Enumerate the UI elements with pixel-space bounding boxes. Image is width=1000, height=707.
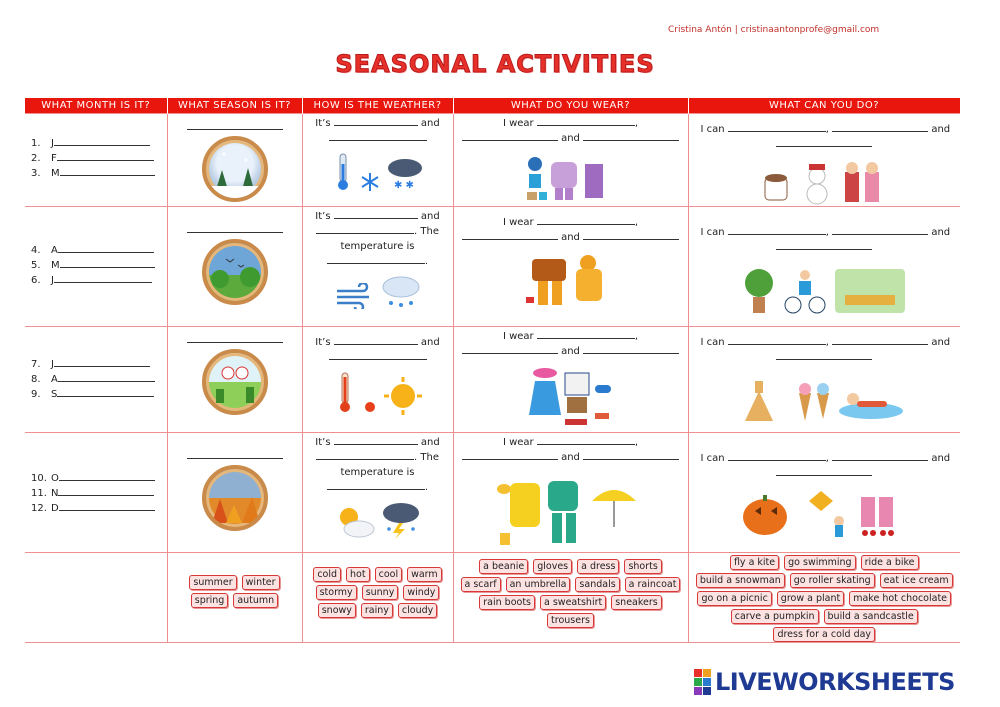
weather-blank[interactable] xyxy=(334,209,418,219)
month-cell: 7. J 8. A 9. S xyxy=(25,326,167,432)
word-bank-row xyxy=(25,552,960,642)
weather-cell: It’s and . The temperature is . xyxy=(302,432,453,552)
clothes-word-bank xyxy=(453,552,688,642)
word-chip[interactable]: go swimming xyxy=(784,555,855,570)
header-wear: WHAT DO YOU WEAR? xyxy=(453,98,688,113)
activities-word-bank xyxy=(688,552,960,642)
word-chip[interactable]: sunny xyxy=(362,585,399,600)
month-blank[interactable] xyxy=(57,151,154,161)
month-blank[interactable] xyxy=(59,471,155,481)
snow-cloud-icon xyxy=(386,156,424,192)
empty-cell xyxy=(25,552,167,642)
weather-blank[interactable] xyxy=(334,116,418,126)
wear-cell: I wear , and xyxy=(453,206,688,326)
can-blank[interactable] xyxy=(832,335,928,345)
wear-blank[interactable] xyxy=(462,450,558,460)
month-blank[interactable] xyxy=(54,357,150,367)
weather-blank[interactable] xyxy=(316,224,414,234)
wear-blank[interactable] xyxy=(537,329,635,339)
word-chip[interactable]: a dress xyxy=(577,559,619,574)
word-chip[interactable]: cloudy xyxy=(398,603,437,618)
header-row xyxy=(25,98,960,113)
word-chip[interactable]: go on a picnic xyxy=(697,591,771,606)
word-chip[interactable]: hot xyxy=(346,567,370,582)
page-title: SEASONAL ACTIVITIES xyxy=(335,50,655,78)
wear-blank[interactable] xyxy=(583,131,679,141)
word-chip[interactable]: summer xyxy=(189,575,236,590)
wear-blank[interactable] xyxy=(462,131,558,141)
weather-blank[interactable] xyxy=(329,131,427,141)
word-chip[interactable]: sandals xyxy=(575,577,619,592)
word-chip[interactable]: a sweatshirt xyxy=(540,595,606,610)
month-blank[interactable] xyxy=(60,258,155,268)
sun-cloud-icon xyxy=(335,505,375,539)
month-blank[interactable] xyxy=(58,372,155,382)
word-chip[interactable]: carve a pumpkin xyxy=(731,609,819,624)
season-cell xyxy=(167,113,302,206)
worksheet-table xyxy=(25,98,961,643)
season-blank[interactable] xyxy=(187,451,283,459)
season-cell xyxy=(167,206,302,326)
weather-cell: It’s and ✱ ✱ xyxy=(302,113,453,206)
header-weather: HOW IS THE WEATHER? xyxy=(302,98,453,113)
season-blank[interactable] xyxy=(187,225,283,233)
sun-small-icon xyxy=(362,399,378,415)
summer-scene-icon xyxy=(202,349,268,415)
word-chip[interactable]: build a snowman xyxy=(696,573,785,588)
summer-activities-icon xyxy=(689,371,961,425)
winter-clothes-icon xyxy=(454,152,688,202)
table-row xyxy=(25,206,960,326)
season-cell xyxy=(167,326,302,432)
svg-text:✱ ✱: ✱ ✱ xyxy=(393,179,414,191)
word-chip[interactable]: gloves xyxy=(533,559,572,574)
thermometer-cold-icon xyxy=(332,152,354,192)
weather-blank[interactable] xyxy=(327,480,425,490)
can-blank[interactable] xyxy=(832,122,928,132)
month-cell: 10. O 11. N 12. D xyxy=(25,432,167,552)
word-chip[interactable]: dress for a cold day xyxy=(773,627,875,642)
word-chip[interactable]: autumn xyxy=(233,593,278,608)
month-blank[interactable] xyxy=(54,273,152,283)
thermometer-hot-icon xyxy=(334,371,356,415)
weather-blank[interactable] xyxy=(334,335,418,345)
month-blank[interactable] xyxy=(58,486,154,496)
word-chip[interactable]: warm xyxy=(407,567,442,582)
word-chip[interactable]: cold xyxy=(313,567,341,582)
wear-blank[interactable] xyxy=(583,450,679,460)
word-chip[interactable]: rainy xyxy=(361,603,393,618)
can-cell: I can , and xyxy=(688,206,960,326)
season-word-bank xyxy=(167,552,302,642)
word-chip[interactable]: trousers xyxy=(547,613,594,628)
word-chip[interactable]: shorts xyxy=(624,559,661,574)
month-cell: 4. A 5. M 6. J xyxy=(25,206,167,326)
header-month: WHAT MONTH IS IT? xyxy=(25,98,167,113)
month-blank[interactable] xyxy=(57,387,154,397)
weather-word-bank xyxy=(302,552,453,642)
spring-activities-icon xyxy=(689,261,961,317)
header-season: WHAT SEASON IS IT? xyxy=(167,98,302,113)
word-chip[interactable]: a raincoat xyxy=(625,577,681,592)
weather-blank[interactable] xyxy=(316,450,414,460)
wear-cell: I wear , and xyxy=(453,432,688,552)
month-cell: 1. J 2. F 3. M xyxy=(25,113,167,206)
can-cell: I can , and xyxy=(688,113,960,206)
word-chip[interactable]: go roller skating xyxy=(790,573,875,588)
wear-blank[interactable] xyxy=(583,230,679,240)
word-chip[interactable]: rain boots xyxy=(479,595,535,610)
can-blank[interactable] xyxy=(776,466,872,476)
month-blank[interactable] xyxy=(60,166,155,176)
month-blank[interactable] xyxy=(58,243,154,253)
month-blank[interactable] xyxy=(54,136,150,146)
autumn-activities-icon xyxy=(689,487,961,539)
wear-blank[interactable] xyxy=(537,215,635,225)
can-blank[interactable] xyxy=(728,451,826,461)
word-chip[interactable]: cool xyxy=(375,567,403,582)
autumn-clothes-icon xyxy=(454,471,688,549)
word-chip[interactable]: make hot chocolate xyxy=(849,591,951,606)
can-blank[interactable] xyxy=(728,122,826,132)
can-blank[interactable] xyxy=(832,451,928,461)
month-blank[interactable] xyxy=(59,501,155,511)
word-chip[interactable]: ride a bike xyxy=(861,555,919,570)
winter-scene-icon xyxy=(202,136,268,202)
wear-blank[interactable] xyxy=(462,344,558,354)
weather-blank[interactable] xyxy=(327,254,425,264)
weather-blank[interactable] xyxy=(329,350,427,360)
author-credit: Cristina Antón | cristinaantonprofe@gmail.com xyxy=(668,25,880,35)
word-chip[interactable]: grow a plant xyxy=(777,591,844,606)
rain-cloud-icon xyxy=(381,275,421,309)
storm-cloud-icon xyxy=(381,501,421,539)
weather-cell: It’s and xyxy=(302,326,453,432)
can-blank[interactable] xyxy=(776,137,872,147)
word-chip[interactable]: snowy xyxy=(318,603,356,618)
word-chip[interactable]: sneakers xyxy=(611,595,662,610)
word-chip[interactable]: winter xyxy=(242,575,280,590)
word-chip[interactable]: eat ice cream xyxy=(880,573,953,588)
word-chip[interactable]: a scarf xyxy=(461,577,501,592)
wear-blank[interactable] xyxy=(462,230,558,240)
season-blank[interactable] xyxy=(187,335,283,343)
can-blank[interactable] xyxy=(832,225,928,235)
word-chip[interactable]: spring xyxy=(191,593,229,608)
can-blank[interactable] xyxy=(728,335,826,345)
word-chip[interactable]: windy xyxy=(403,585,439,600)
table-row xyxy=(25,113,960,206)
can-blank[interactable] xyxy=(728,225,826,235)
wear-cell: I wear , and xyxy=(453,113,688,206)
logo-squares-icon xyxy=(694,669,711,695)
table-row xyxy=(25,326,960,432)
sun-icon xyxy=(384,377,422,415)
liveworksheets-logo xyxy=(694,668,955,696)
table-row xyxy=(25,432,960,552)
wear-blank[interactable] xyxy=(537,435,635,445)
weather-cell: It’s and . The temperature is . xyxy=(302,206,453,326)
winter-activities-icon xyxy=(689,158,961,206)
word-chip[interactable]: an umbrella xyxy=(506,577,571,592)
can-cell: I can , and xyxy=(688,432,960,552)
header-can: WHAT CAN YOU DO? xyxy=(688,98,960,113)
wear-cell: I wear , and xyxy=(453,326,688,432)
can-cell: I can , and xyxy=(688,326,960,432)
summer-clothes-icon xyxy=(454,365,688,431)
season-cell xyxy=(167,432,302,552)
word-chip[interactable]: build a sandcastle xyxy=(824,609,918,624)
wear-blank[interactable] xyxy=(537,116,635,126)
can-blank[interactable] xyxy=(776,350,872,360)
autumn-scene-icon xyxy=(202,465,268,531)
season-blank[interactable] xyxy=(187,122,283,130)
wind-icon xyxy=(335,283,375,309)
spring-scene-icon xyxy=(202,239,268,305)
spring-clothes-icon xyxy=(454,251,688,311)
logo-text: LIVEWORKSHEETS xyxy=(715,668,955,696)
word-chip[interactable]: a beanie xyxy=(479,559,528,574)
snowflake-icon xyxy=(360,172,380,192)
weather-blank[interactable] xyxy=(334,435,418,445)
word-chip[interactable]: stormy xyxy=(316,585,357,600)
wear-blank[interactable] xyxy=(583,344,679,354)
can-blank[interactable] xyxy=(776,240,872,250)
word-chip[interactable]: fly a kite xyxy=(730,555,779,570)
